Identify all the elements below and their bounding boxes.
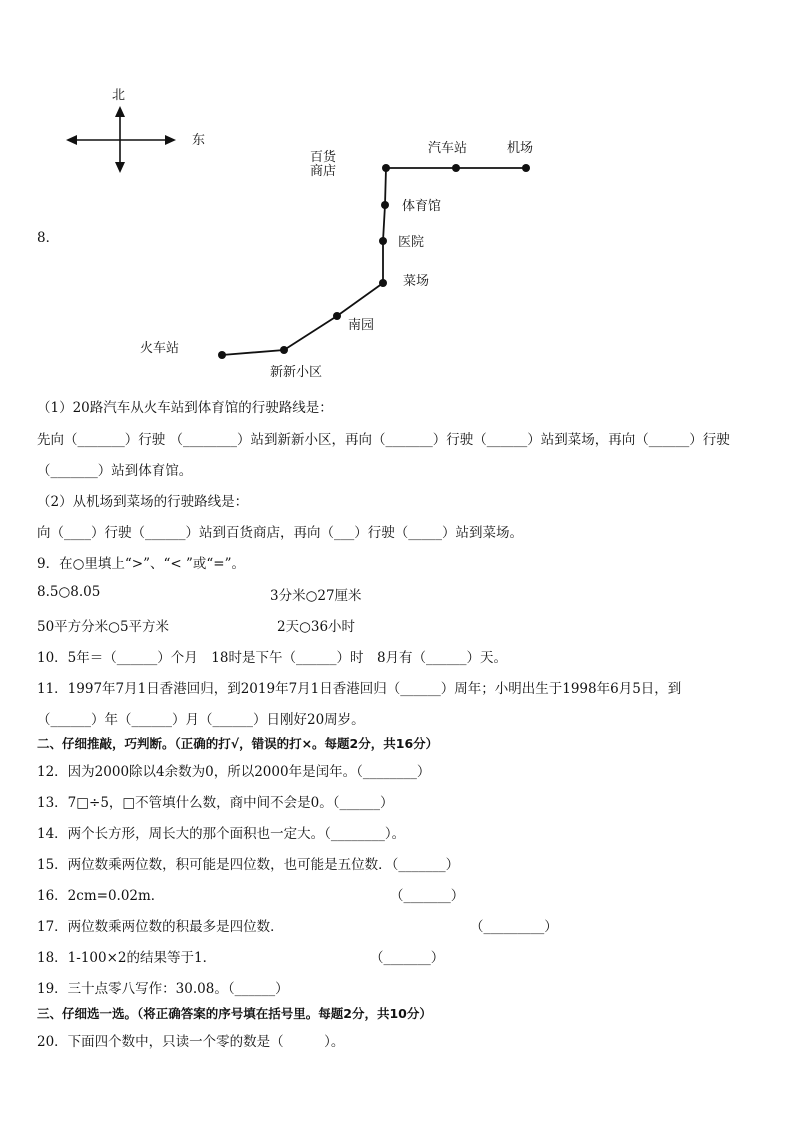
label-yiyuan: 医院 bbox=[398, 235, 425, 250]
q13: 13．7□÷5，□不管填什么数，商中间不会是0。（______） bbox=[37, 795, 394, 811]
compass-east-label: 东 bbox=[192, 133, 206, 148]
q12: 12．因为2000除以4余数为0，所以2000年是闰年。（________） bbox=[37, 764, 431, 780]
q16-blank: （_______） bbox=[390, 888, 465, 904]
q16: 16．2cm=0.02m． bbox=[37, 888, 165, 904]
stop-baihuo bbox=[382, 164, 390, 172]
label-baihuo-1: 百货 bbox=[310, 150, 337, 165]
q18-blank: （_______） bbox=[370, 950, 445, 966]
q8-part2-line1: 向（____）行驶（______）站到百货商店，再向（___）行驶（_____）站到菜场。 bbox=[37, 525, 523, 541]
label-qichezhan: 汽车站 bbox=[428, 141, 468, 156]
q8-part2-title: （2）从机场到菜场的行驶路线是： bbox=[37, 494, 249, 510]
q19: 19．三十点零八写作：30.08。（______） bbox=[37, 981, 289, 997]
section-3-heading: 三、仔细选一选。（将正确答案的序号填在括号里。每题2分，共10分） bbox=[37, 1006, 432, 1021]
label-caichang: 菜场 bbox=[403, 274, 430, 289]
label-tiyuguan: 体育馆 bbox=[402, 199, 442, 214]
label-xinxin: 新新小区 bbox=[270, 365, 323, 380]
q9-item-a: 8.5○8.05 bbox=[37, 584, 101, 600]
label-huochezhan: 火车站 bbox=[140, 341, 180, 356]
q8-part1-line1: 先向（_______）行驶 （________）站到新新小区，再向（_______）行驶（______）站到菜场，再向（______）行驶 bbox=[37, 432, 730, 448]
stop-caichang bbox=[379, 279, 387, 287]
q8-part1-line2: （_______）站到体育馆。 bbox=[37, 463, 193, 479]
label-baihuo-2: 商店 bbox=[310, 164, 337, 179]
q17: 17．两位数乘两位数的积最多是四位数． bbox=[37, 919, 284, 935]
label-nanyuan: 南园 bbox=[348, 318, 375, 333]
compass-north-label: 北 bbox=[112, 88, 126, 103]
q11-line2: （______）年（______）月（______）日刚好20周岁。 bbox=[37, 712, 365, 728]
section-2-heading: 二、仔细推敲，巧判断。（正确的打√，错误的打×。每题2分，共16分） bbox=[37, 736, 439, 751]
q9-item-d: 2天○36小时 bbox=[277, 619, 356, 635]
q9-title: 9．在○里填上“>”、“< ”或“=”。 bbox=[37, 556, 246, 572]
stop-qichezhan bbox=[452, 164, 460, 172]
stop-huochezhan bbox=[218, 351, 226, 359]
q20: 20．下面四个数中，只读一个零的数是（ ）。 bbox=[37, 1034, 345, 1050]
q17-blank: （_________） bbox=[470, 919, 558, 935]
label-jichang: 机场 bbox=[507, 141, 534, 156]
q9-item-b: 3分米○27厘米 bbox=[270, 588, 362, 604]
stop-nanyuan bbox=[333, 312, 341, 320]
q8-part1-title: （1）20路汽车从火车站到体育馆的行驶路线是： bbox=[37, 400, 333, 416]
route-map bbox=[0, 0, 794, 385]
q9-item-c: 50平方分米○5平方米 bbox=[37, 619, 170, 635]
stop-tiyuguan bbox=[381, 201, 389, 209]
q15: 15．两位数乘两位数，积可能是四位数，也可能是五位数．（_______） bbox=[37, 857, 460, 873]
stop-yiyuan bbox=[379, 237, 387, 245]
stop-jichang bbox=[522, 164, 530, 172]
compass bbox=[66, 88, 205, 173]
q10: 10．5年＝（______）个月 18时是下午（______）时 8月有（______）天。 bbox=[37, 650, 508, 666]
q11-line1: 11．1997年7月1日香港回归，到2019年7月1日香港回归（______）周年；小明出生于1998年6月5日，到 bbox=[37, 681, 682, 697]
q14: 14．两个长方形，周长大的那个面积也一定大。（________）。 bbox=[37, 826, 406, 842]
q18: 18．1-100×2的结果等于1． bbox=[37, 950, 217, 966]
question-8-number: 8． bbox=[37, 230, 60, 246]
stop-xinxin bbox=[280, 346, 288, 354]
